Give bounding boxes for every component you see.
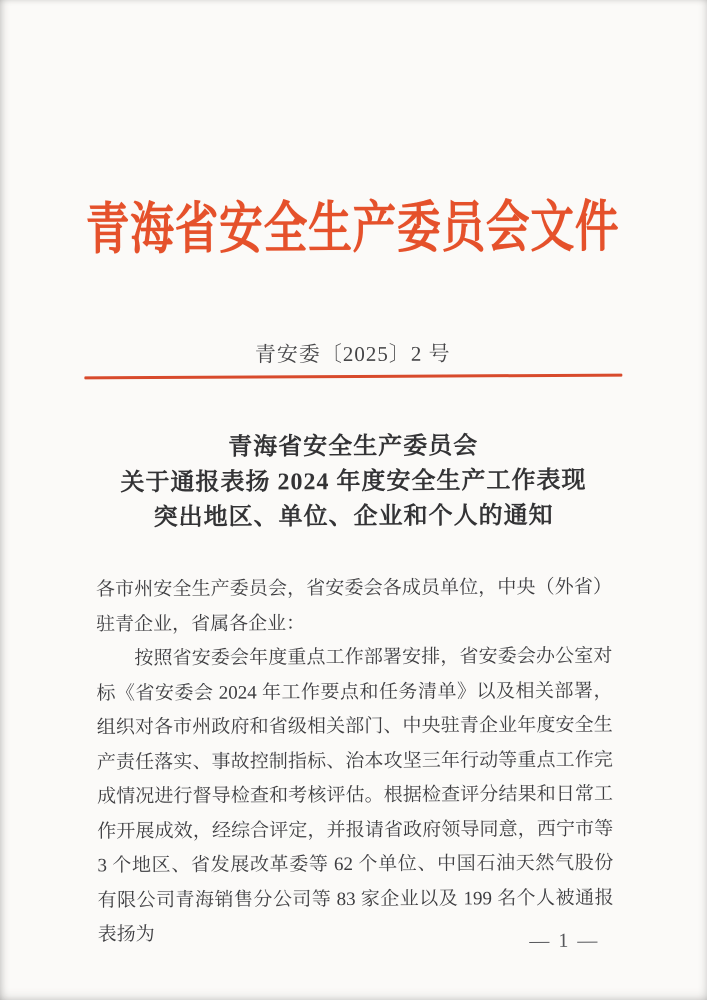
document-title	[0, 428, 707, 537]
document-body	[96, 571, 614, 953]
red-divider-rule	[84, 374, 622, 380]
title-line-1: 青海省安全生产委员会	[228, 433, 479, 461]
title-line-3: 突出地区、单位、企业和个人的通知	[153, 502, 554, 532]
salutation-paragraph: 各市州安全生产委员会，省安委会各成员单位，中央（外省）驻青企业，省属各企业：	[95, 576, 613, 635]
title-line-2: 关于通报表扬 2024 年度安全生产工作表现	[120, 467, 587, 497]
doc-number: 青安委〔2025〕2 号	[254, 341, 451, 367]
body-paragraph: 按照省安委会年度重点工作部署安排，省安委会办公室对标《省安委会 2024 年工作要点和任务清单》以及相关部署，组织对各市州政府和省级相关部门、中央驻青企业年度安全生产责任落实、事故控制指标、治本攻坚三年行动等重点工作完成情况进行督导检查和考核评估。根据检查评分结果和日常工作开展成效，经综合评定，并报请省政府领导同意，西宁市等 3 个地区、省发展改革委等 62 个单位、中国石油天然气股份有限公司青海销售分公司等 83 家企业以及 199 名个人被通报表扬为	[96, 645, 614, 946]
page-number: — 1 —	[529, 929, 600, 953]
letterhead-title	[0, 196, 706, 262]
letterhead-title-text: 青海省安全生产委员会文件	[85, 196, 619, 262]
